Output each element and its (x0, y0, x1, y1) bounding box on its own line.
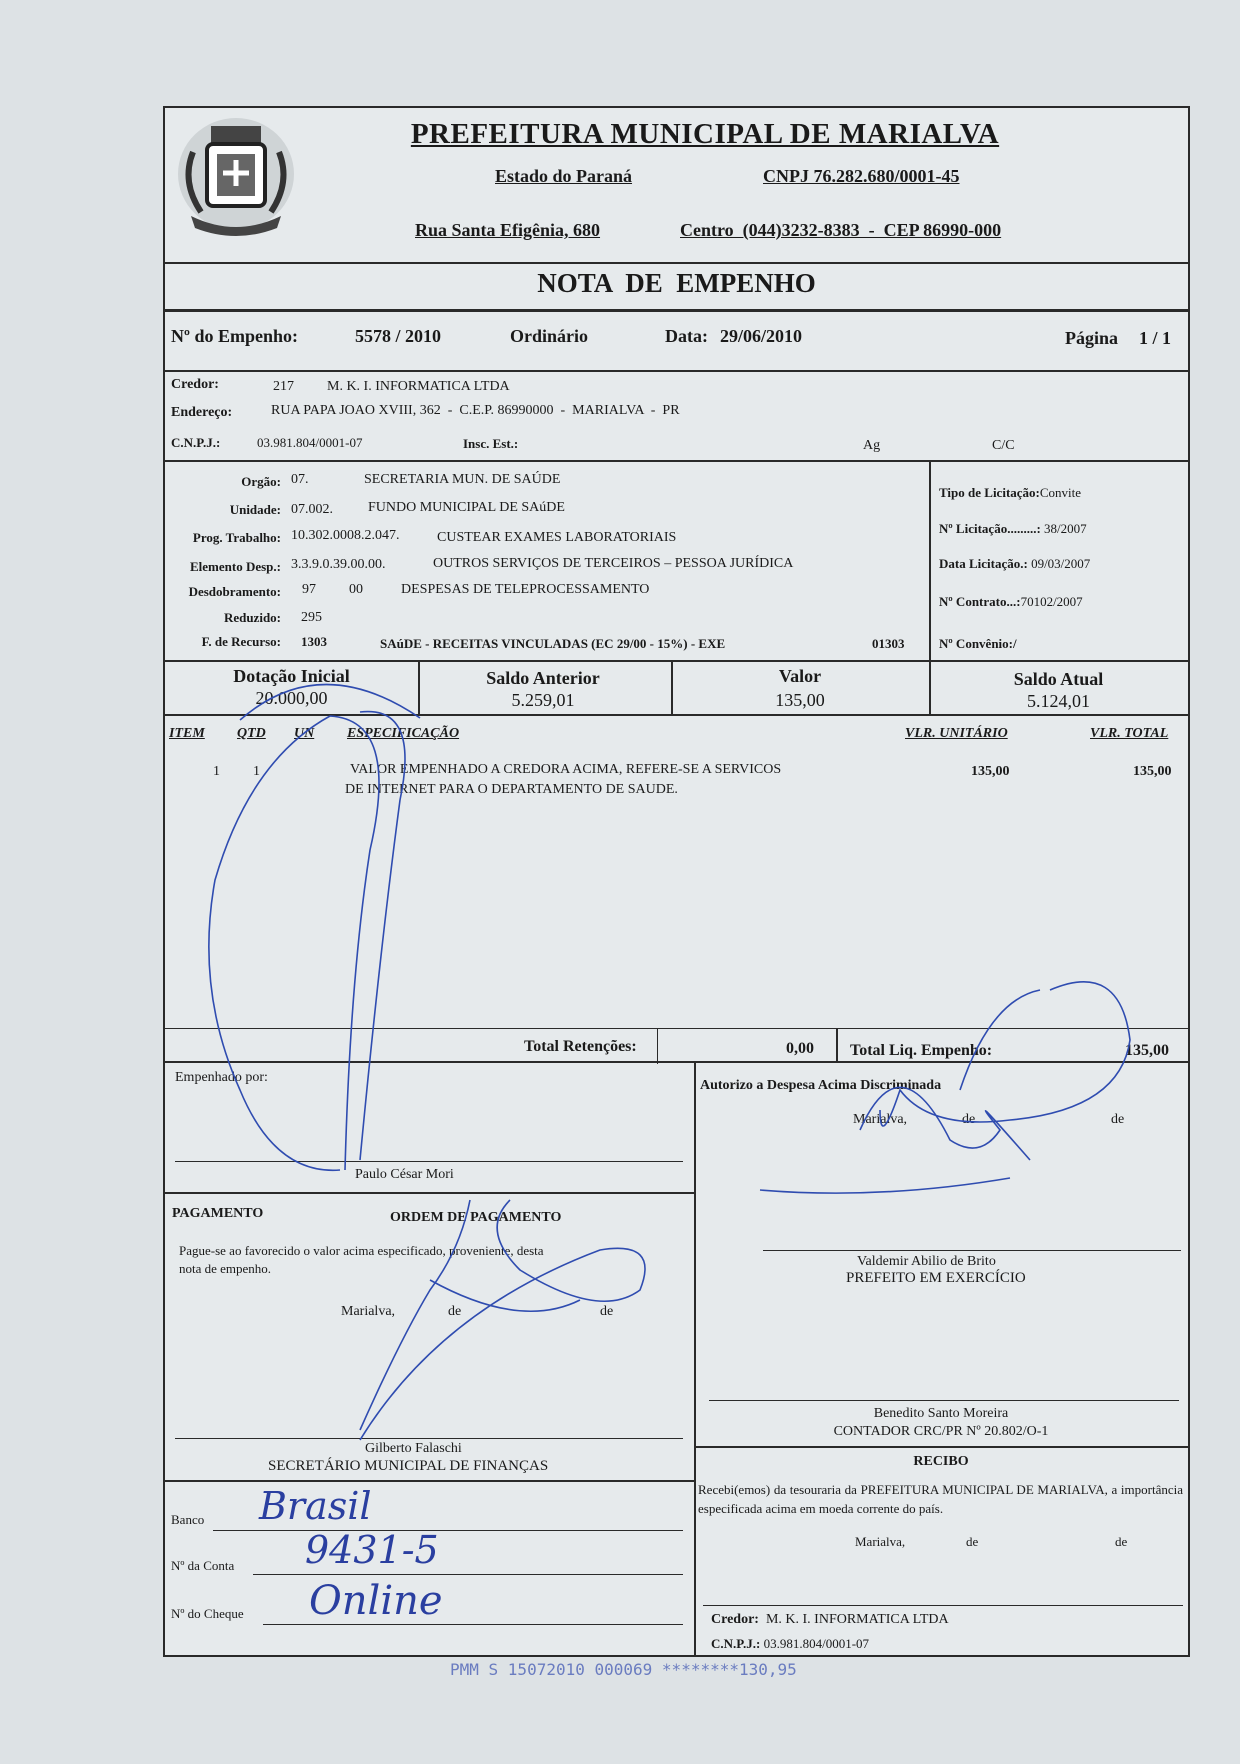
num-licitacao-label: Nº Licitação.........: (939, 521, 1041, 536)
coat-of-arms-icon (171, 112, 301, 240)
signature-line (175, 1161, 683, 1162)
prog-name: CUSTEAR EXAMES LABORATORIAIS (437, 530, 677, 545)
tipo-licitacao-label (939, 485, 1081, 501)
cheque-line (263, 1624, 683, 1625)
dotacao-inicial-value: 20.000,00 (255, 688, 328, 708)
unidade-name: FUNDO MUNICIPAL DE SAúDE (368, 500, 565, 515)
col-vlr-unitario: VLR. UNITÁRIO (905, 726, 1008, 741)
address-rest: Centro (044)3232-8383 - CEP 86990-000 (680, 220, 1002, 240)
col-item: ITEM (169, 726, 205, 741)
valor-value: 135,00 (775, 690, 825, 710)
recurso-name: SAúDE - RECEITAS VINCULADAS (EC 29/00 - 15%) - EXE (380, 636, 726, 651)
divider (165, 1028, 1188, 1029)
item-vlr-total: 135,00 (1133, 764, 1172, 779)
recurso-code: 1303 (301, 634, 327, 649)
divider (165, 262, 1188, 264)
credor-cnpj: 03.981.804/0001-07 (257, 435, 363, 450)
conta-line (253, 1574, 683, 1575)
contrato-value: 70102/2007 (1020, 594, 1083, 609)
signature-line (763, 1250, 1181, 1251)
pagamento-place: Marialva, (341, 1304, 396, 1319)
autorizo-de2: de (1111, 1112, 1125, 1127)
desdobramento-label: Desdobramento: (188, 584, 281, 599)
divider (165, 660, 1188, 662)
total-retencoes-value: 0,00 (786, 1040, 814, 1057)
insc-est-label: Insc. Est.: (463, 436, 519, 451)
saldo-atual-value: 5.124,01 (1027, 691, 1090, 711)
empenho-date-label: Data: (665, 326, 708, 346)
prefeito-role: PREFEITO EM EXERCÍCIO (846, 1270, 1026, 1286)
prefeito-name: Valdemir Abilio de Brito (857, 1254, 996, 1269)
data-licitacao-row (939, 556, 1090, 572)
total-retencoes-label: Total Retenções: (524, 1038, 637, 1055)
signature-line (175, 1438, 683, 1439)
pagamento-label: PAGAMENTO (172, 1206, 264, 1221)
valor-label: Valor (778, 666, 822, 686)
conta-label: Nº da Conta (171, 1558, 235, 1573)
recibo-cnpj-label: C.N.P.J.: (711, 1636, 761, 1651)
elemento-label: Elemento Desp.: (190, 559, 281, 574)
divider (165, 1061, 1188, 1063)
recibo-credor-row (711, 1612, 949, 1628)
divider (657, 1028, 658, 1064)
contrato-label: Nº Contrato...: (939, 594, 1021, 609)
autorizo-de1: de (962, 1112, 976, 1127)
elemento-name: OUTROS SERVIÇOS DE TERCEIROS – PESSOA JURÍDICA (433, 556, 794, 571)
num-licitacao-value: 38/2007 (1044, 521, 1087, 536)
reduzido-value: 295 (301, 610, 322, 625)
recurso-label: F. de Recurso: (201, 634, 281, 649)
street-address: Rua Santa Efigênia, 680 (415, 220, 601, 240)
divider (929, 460, 931, 660)
dotacao-inicial-label: Dotação Inicial (233, 666, 350, 686)
cheque-label: Nº do Cheque (171, 1606, 244, 1621)
item-vlr-unitario: 135,00 (971, 764, 1010, 779)
secretario-role: SECRETÁRIO MUNICIPAL DE FINANÇAS (268, 1458, 549, 1474)
saldo-anterior-label: Saldo Anterior (486, 668, 600, 688)
divider (165, 370, 1188, 372)
orgao-name: SECRETARIA MUN. DE SAÚDE (364, 472, 561, 487)
divider (836, 1028, 838, 1062)
contrato-row (939, 594, 1083, 610)
saldo-anterior-value: 5.259,01 (511, 690, 575, 710)
recibo-credor-name: M. K. I. INFORMATICA LTDA (765, 1612, 949, 1627)
signature-line (709, 1400, 1179, 1401)
empenho-number-label: Nº do Empenho: (171, 326, 298, 346)
desdobramento-code: 97 (302, 582, 316, 597)
recibo-text: Recebi(emos) da tesouraria da PREFEITURA MUNICIPAL DE MARIALVA, a importância especificada acima em moeda corrente do país. (698, 1482, 1183, 1516)
divider (694, 1061, 696, 1657)
cnpj-header: CNPJ 76.282.680/0001-45 (763, 166, 960, 186)
col-especificacao: ESPECIFICAÇÃO (347, 726, 460, 741)
recurso-code2: 01303 (872, 636, 905, 651)
banco-label: Banco (171, 1512, 205, 1527)
total-liq-label: Total Liq. Empenho: (850, 1042, 993, 1059)
data-licitacao-label: Data Licitação.: (939, 556, 1028, 571)
recibo-de1: de (966, 1534, 979, 1549)
doc-title: NOTA DE EMPENHO (537, 268, 816, 298)
pagamento-text1: Pague-se ao favorecido o valor acima especificado, proveniente, desta (179, 1243, 544, 1258)
prog-label: Prog. Trabalho: (192, 530, 281, 545)
credor-label: Credor: (171, 377, 219, 392)
convenio-label: Nº Convênio:/ (939, 636, 1017, 651)
cc-label: C/C (992, 438, 1015, 453)
ordem-pagamento-label: ORDEM DE PAGAMENTO (390, 1210, 562, 1225)
signature-line (703, 1605, 1183, 1606)
divider (165, 1480, 695, 1482)
banco-value: Brasil (259, 1484, 372, 1528)
empenhado-por-name: Paulo César Mori (355, 1167, 454, 1182)
estado-label: Estado do Paraná (495, 166, 633, 186)
contador-name: Benedito Santo Moreira (873, 1406, 1009, 1421)
page-number: 1 / 1 (1139, 328, 1172, 348)
cheque-value: Online (309, 1578, 443, 1624)
elemento-code: 3.3.9.0.39.00.00. (291, 557, 386, 572)
processing-stamp: PMM S 15072010 000069 ********130,95 (450, 1660, 797, 1679)
col-qtd: QTD (237, 726, 266, 741)
unidade-code: 07.002. (291, 502, 333, 517)
ag-label: Ag (863, 438, 881, 453)
credor-address: RUA PAPA JOAO XVIII, 362 - C.E.P. 86990000 - MARIALVA - PR (271, 403, 680, 418)
item-qtd: 1 (253, 764, 260, 779)
secretario-name: Gilberto Falaschi (365, 1441, 462, 1456)
reduzido-label: Reduzido: (223, 610, 281, 625)
cnpj-label: C.N.P.J.: (171, 435, 221, 450)
recibo-cnpj-row (711, 1636, 869, 1652)
saldo-atual-label: Saldo Atual (1013, 669, 1104, 689)
col-un: UN (294, 726, 315, 741)
desdobramento-sub: 00 (349, 582, 363, 597)
item-desc-line1: VALOR EMPENHADO A CREDORA ACIMA, REFERE-SE A SERVICOS (350, 762, 782, 777)
nota-de-empenho-form (163, 106, 1190, 1657)
recibo-cnpj-value: 03.981.804/0001-07 (763, 1636, 870, 1651)
credor-name: M. K. I. INFORMATICA LTDA (327, 379, 510, 394)
divider (165, 1192, 695, 1194)
total-liq-value: 135,00 (1125, 1042, 1169, 1059)
empenho-number: 5578 / 2010 (355, 326, 442, 346)
recibo-credor-label: Credor: (711, 1612, 759, 1627)
empenho-type: Ordinário (510, 326, 589, 346)
conta-value: 9431-5 (305, 1528, 439, 1572)
data-licitacao-value: 09/03/2007 (1031, 556, 1091, 571)
item-desc-line2: DE INTERNET PARA O DEPARTAMENTO DE SAUDE. (345, 782, 678, 797)
unidade-label: Unidade: (229, 502, 281, 517)
page-label: Página (1065, 328, 1119, 348)
num-licitacao-row (939, 521, 1087, 537)
endereco-label: Endereço: (171, 405, 233, 420)
pagamento-text2: nota de empenho. (179, 1261, 272, 1276)
divider (165, 714, 1188, 716)
pagamento-de1: de (448, 1304, 462, 1319)
recibo-place: Marialva, (855, 1534, 906, 1549)
autorizo-place: Marialva, (853, 1112, 908, 1127)
autorizo-label: Autorizo a Despesa Acima Discriminada (700, 1078, 942, 1093)
recibo-de2: de (1115, 1534, 1128, 1549)
prefeitura-title: PREFEITURA MUNICIPAL DE MARIALVA (410, 118, 1000, 150)
desdobramento-name: DESPESAS DE TELEPROCESSAMENTO (401, 582, 650, 597)
col-vlr-total: VLR. TOTAL (1090, 726, 1169, 741)
credor-code: 217 (273, 379, 294, 394)
empenho-date: 29/06/2010 (720, 326, 803, 346)
empenhado-por-label: Empenhado por: (175, 1070, 268, 1085)
banco-line (213, 1530, 683, 1531)
pagamento-de2: de (600, 1304, 614, 1319)
recibo-title: RECIBO (913, 1454, 969, 1469)
prog-code: 10.302.0008.2.047. (291, 528, 400, 543)
tipo-licitacao-label-text: Tipo de Licitação: (939, 485, 1040, 500)
divider (694, 1446, 1188, 1448)
orgao-label: Orgão: (241, 474, 281, 489)
item-number: 1 (213, 764, 220, 779)
tipo-licitacao-value: Convite (1039, 485, 1082, 500)
divider (165, 309, 1188, 312)
orgao-code: 07. (291, 472, 309, 487)
divider (165, 460, 1188, 462)
contador-role: CONTADOR CRC/PR Nº 20.802/O-1 (833, 1424, 1049, 1439)
